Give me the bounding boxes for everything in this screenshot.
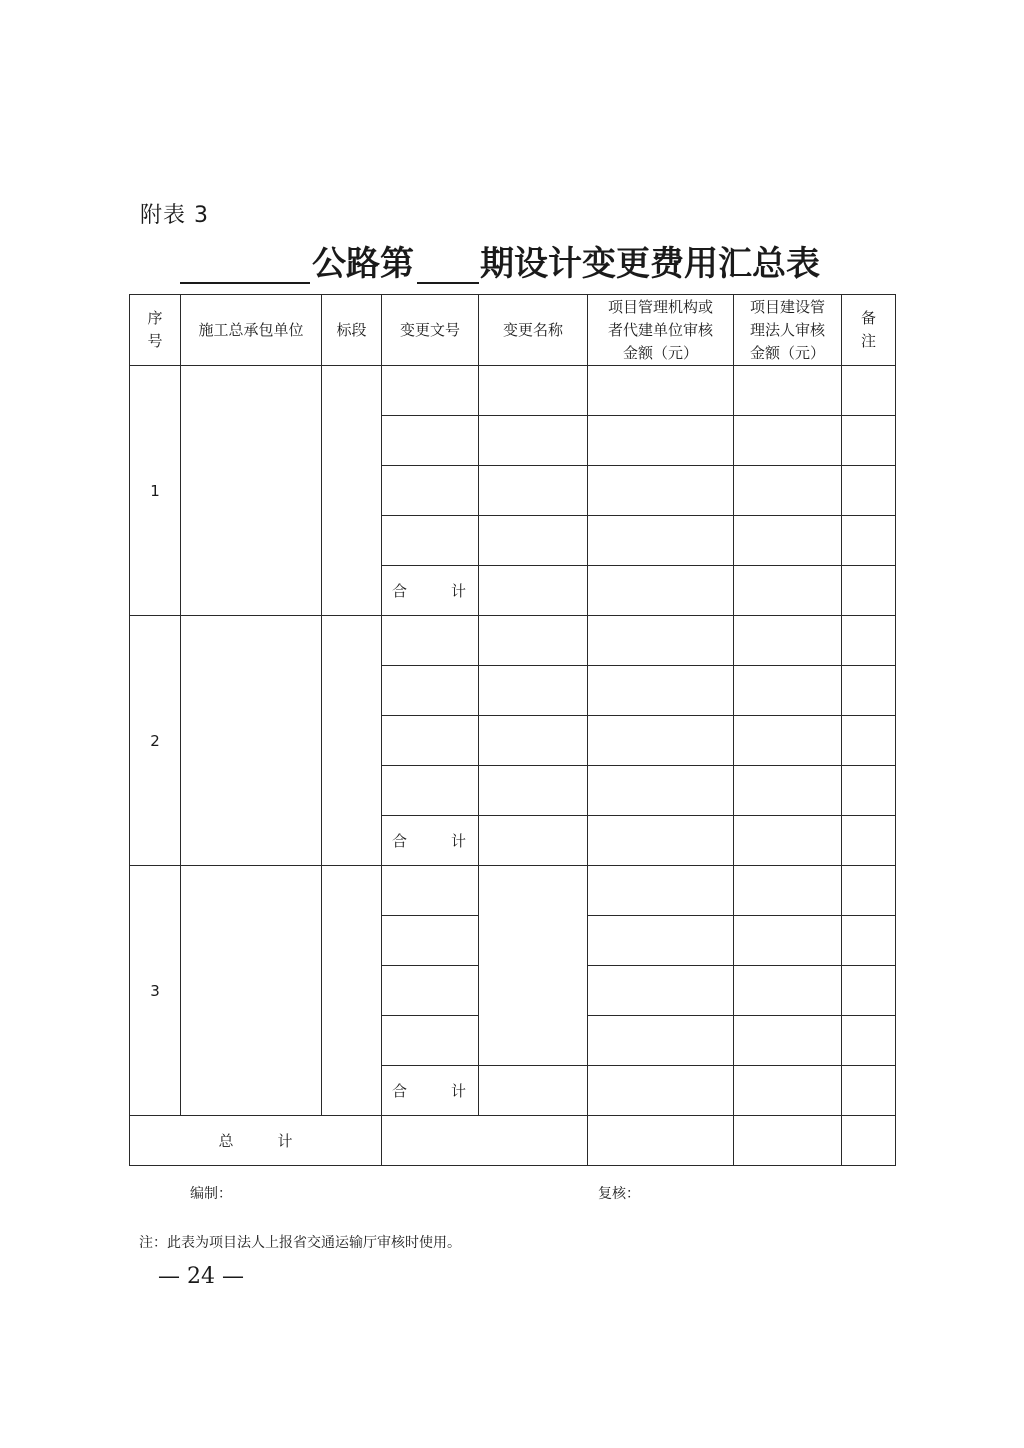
legal-amount-cell[interactable]: [734, 866, 842, 916]
prepared-by-label: 编制：: [190, 1186, 232, 1202]
title-part-1: 公路第: [312, 244, 414, 284]
footnote: 注：此表为项目法人上报省交通运输厅审核时使用。: [139, 1235, 461, 1251]
table-row: [130, 366, 896, 416]
remark-cell[interactable]: [842, 766, 896, 816]
legal-amount-cell[interactable]: [734, 566, 842, 616]
header-row: [130, 295, 896, 366]
header-change-name: 变更名称: [479, 295, 588, 366]
group-seq: 3: [130, 866, 181, 1116]
form-title: [180, 236, 880, 284]
remark-cell[interactable]: [842, 566, 896, 616]
doc-no-cell[interactable]: [382, 466, 479, 516]
remark-cell[interactable]: [842, 966, 896, 1016]
legal-amount-cell[interactable]: [734, 1016, 842, 1066]
header-mgmt-amount: 项目管理机构或 者代建单位审核 金额（元）: [588, 295, 734, 366]
legal-amount-cell[interactable]: [734, 366, 842, 416]
legal-amount-cell[interactable]: [734, 716, 842, 766]
group-seq: 1: [130, 366, 181, 616]
mgmt-amount-cell[interactable]: [588, 916, 734, 966]
remark-cell[interactable]: [842, 516, 896, 566]
mgmt-amount-cell[interactable]: [588, 366, 734, 416]
reviewed-by-label: 复核：: [598, 1186, 640, 1202]
legal-amount-cell[interactable]: [734, 466, 842, 516]
remark-cell[interactable]: [842, 1066, 896, 1116]
legal-amount-cell[interactable]: [734, 916, 842, 966]
change-name-cell[interactable]: [479, 816, 588, 866]
doc-no-cell[interactable]: [382, 1016, 479, 1066]
mgmt-amount-cell[interactable]: [588, 716, 734, 766]
appendix-label: 附表 3: [140, 203, 209, 228]
mgmt-amount-cell[interactable]: [588, 866, 734, 916]
mgmt-amount-cell[interactable]: [588, 416, 734, 466]
mgmt-amount-cell[interactable]: [588, 566, 734, 616]
doc-no-cell[interactable]: [382, 416, 479, 466]
doc-no-cell[interactable]: [382, 966, 479, 1016]
legal-amount-cell[interactable]: [734, 966, 842, 1016]
doc-no-cell[interactable]: [382, 516, 479, 566]
grand-total-legal-amount-cell[interactable]: [734, 1116, 842, 1166]
remark-cell[interactable]: [842, 416, 896, 466]
mgmt-amount-cell[interactable]: [588, 766, 734, 816]
contractor-cell[interactable]: [181, 366, 322, 616]
legal-amount-cell[interactable]: [734, 516, 842, 566]
change-name-cell[interactable]: [479, 516, 588, 566]
grand-total-row: [130, 1116, 896, 1166]
legal-amount-cell[interactable]: [734, 1066, 842, 1116]
table-row: [130, 616, 896, 666]
legal-amount-cell[interactable]: [734, 666, 842, 716]
remark-cell[interactable]: [842, 466, 896, 516]
remark-cell[interactable]: [842, 716, 896, 766]
legal-amount-cell[interactable]: [734, 616, 842, 666]
header-doc-no: 变更文号: [382, 295, 479, 366]
change-name-cell[interactable]: [479, 1066, 588, 1116]
change-name-cell[interactable]: [479, 466, 588, 516]
change-name-cell[interactable]: [479, 766, 588, 816]
mgmt-amount-cell[interactable]: [588, 466, 734, 516]
mgmt-amount-cell[interactable]: [588, 1016, 734, 1066]
doc-no-cell[interactable]: [382, 916, 479, 966]
doc-no-cell[interactable]: [382, 366, 479, 416]
doc-no-cell[interactable]: [382, 666, 479, 716]
grand-total-label: 总 计: [130, 1116, 382, 1166]
title-part-2: 期设计变更费用汇总表: [480, 244, 820, 284]
change-name-cell[interactable]: [479, 716, 588, 766]
mgmt-amount-cell[interactable]: [588, 666, 734, 716]
header-section: 标段: [322, 295, 382, 366]
remark-cell[interactable]: [842, 1016, 896, 1066]
legal-amount-cell[interactable]: [734, 816, 842, 866]
table-row: [130, 866, 896, 916]
header-seq: 序 号: [130, 295, 181, 366]
contractor-cell[interactable]: [181, 866, 322, 1116]
remark-cell[interactable]: [842, 916, 896, 966]
mgmt-amount-cell[interactable]: [588, 616, 734, 666]
legal-amount-cell[interactable]: [734, 766, 842, 816]
doc-no-cell[interactable]: [382, 766, 479, 816]
grand-total-remark-cell[interactable]: [842, 1116, 896, 1166]
mgmt-amount-cell[interactable]: [588, 816, 734, 866]
remark-cell[interactable]: [842, 866, 896, 916]
subtotal-label: 合 计: [382, 566, 479, 616]
remark-cell[interactable]: [842, 616, 896, 666]
remark-cell[interactable]: [842, 366, 896, 416]
subtotal-label: 合 计: [382, 1066, 479, 1116]
header-contractor: 施工总承包单位: [181, 295, 322, 366]
title-blank-road-name: [180, 282, 310, 284]
remark-cell[interactable]: [842, 816, 896, 866]
doc-no-cell[interactable]: [382, 866, 479, 916]
section-cell[interactable]: [322, 366, 382, 616]
legal-amount-cell[interactable]: [734, 416, 842, 466]
mgmt-amount-cell[interactable]: [588, 966, 734, 1016]
section-cell[interactable]: [322, 616, 382, 866]
group-seq: 2: [130, 616, 181, 866]
summary-table: [129, 294, 896, 1166]
grand-total-value-cell[interactable]: [382, 1116, 588, 1166]
grand-total-mgmt-amount-cell[interactable]: [588, 1116, 734, 1166]
change-name-cell[interactable]: [479, 366, 588, 416]
doc-no-cell[interactable]: [382, 716, 479, 766]
section-cell[interactable]: [322, 866, 382, 1116]
header-legal-amount: 项目建设管 理法人审核 金额（元）: [734, 295, 842, 366]
change-name-cell[interactable]: [479, 616, 588, 666]
change-name-cell[interactable]: [479, 666, 588, 716]
page-number: — 24 —: [158, 1264, 244, 1289]
remark-cell[interactable]: [842, 666, 896, 716]
subtotal-label: 合 计: [382, 816, 479, 866]
header-remark: 备 注: [842, 295, 896, 366]
doc-no-cell[interactable]: [382, 616, 479, 666]
change-name-cell[interactable]: [479, 566, 588, 616]
contractor-cell[interactable]: [181, 616, 322, 866]
change-name-cell[interactable]: [479, 866, 588, 1066]
change-name-cell[interactable]: [479, 416, 588, 466]
mgmt-amount-cell[interactable]: [588, 516, 734, 566]
mgmt-amount-cell[interactable]: [588, 1066, 734, 1116]
title-blank-phase: [417, 282, 479, 284]
